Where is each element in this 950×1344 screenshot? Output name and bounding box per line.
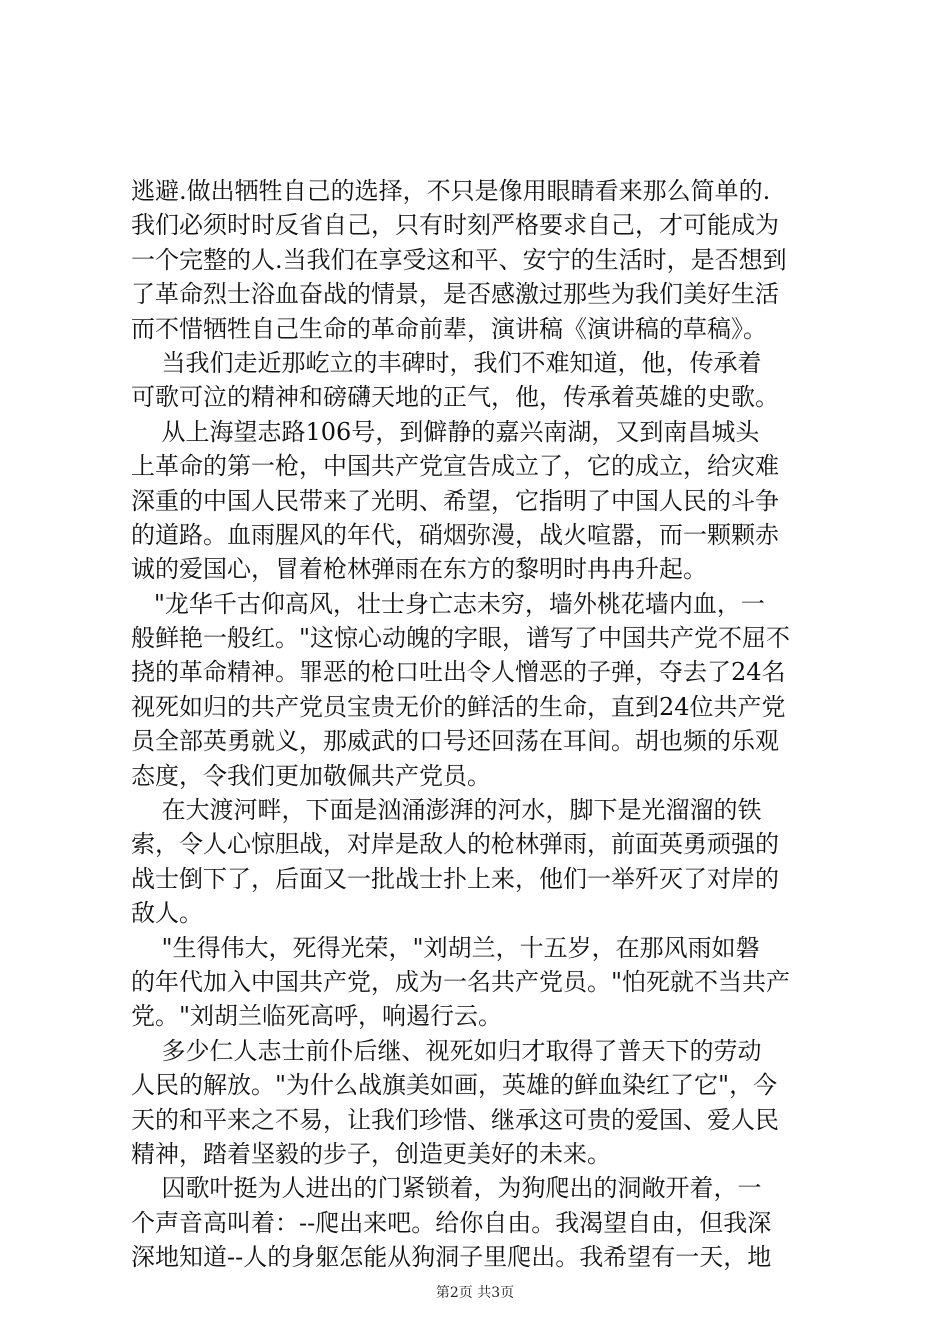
text-line: 上革命的第一枪，中国共产党宣告成立了，它的成立，给灾难 xyxy=(131,452,779,481)
text-line: 诚的爱国心，冒着枪林弹雨在东方的黎明时冉冉升起。 xyxy=(131,555,707,584)
text-line: 逃避.做出牺牲自己的选择，不只是像用眼睛看来那么简单的. xyxy=(131,177,771,205)
text-line: 战士倒下了，后面又一批战士扑上来，他们一举歼灭了对岸的 xyxy=(131,864,779,893)
text-line: 天的和平来之不易，让我们珍惜、继承这可贵的爱国、爱人民 xyxy=(131,1105,779,1134)
text-line: 索，令人心惊胆战，对岸是敌人的枪林弹雨，前面英勇顽强的 xyxy=(131,830,779,859)
text-line: 一个完整的人.当我们在享受这和平、安宁的生活时，是否想到 xyxy=(131,245,787,274)
text-line: 员全部英勇就义，那威武的口号还回荡在耳间。胡也频的乐观 xyxy=(131,727,779,756)
page-footer xyxy=(0,1283,950,1303)
body-text xyxy=(131,174,831,1275)
text-line: 态度，令我们更加敬佩共产党员。 xyxy=(131,761,491,790)
text-line: 深地知道--人的身躯怎能从狗洞子里爬出。我希望有一天，地 xyxy=(131,1243,772,1272)
text-line: 的年代加入中国共产党，成为一名共产党员。"怕死就不当共产 xyxy=(131,967,791,996)
text-line: 了革命烈士浴血奋战的情景，是否感激过那些为我们美好生活 xyxy=(131,280,779,309)
text-line: 从上海望志路106号，到僻静的嘉兴南湖，又到南昌城头 xyxy=(131,417,760,446)
text-line: "龙华千古仰高风，壮士身亡志未穷，墙外桃花墙内血，一 xyxy=(131,589,765,618)
text-line: 在大渡河畔，下面是汹涌澎湃的河水，脚下是光溜溜的铁 xyxy=(131,796,762,825)
text-line: 的道路。血雨腥风的年代，硝烟弥漫，战火喧嚣，而一颗颗赤 xyxy=(131,520,779,549)
page-number-label: 第2页 共3页 xyxy=(435,1285,515,1301)
text-line: 般鲜艳一般红。"这惊心动魄的字眼，谱写了中国共产党不屈不 xyxy=(131,624,791,653)
text-line: 挠的革命精神。罪恶的枪口吐出令人憎恶的子弹，夺去了24名 xyxy=(131,658,786,687)
text-line: 党。"刘胡兰临死高呼，响遏行云。 xyxy=(131,1002,503,1031)
text-line: 敌人。 xyxy=(131,899,203,928)
text-line: 当我们走近那屹立的丰碑时，我们不难知道，他，传承着 xyxy=(131,348,762,377)
text-line: 深重的中国人民带来了光明、希望，它指明了中国人民的斗争 xyxy=(131,486,779,515)
text-line: 精神，踏着坚毅的步子，创造更美好的未来。 xyxy=(131,1139,611,1168)
text-line: 囚歌叶挺为人进出的门紧锁着，为狗爬出的洞敞开着，一 xyxy=(131,1174,762,1203)
text-line: 个声音高叫着：--爬出来吧。给你自由。我渴望自由，但我深 xyxy=(131,1208,772,1237)
text-line: "生得伟大，死得光荣，"刘胡兰，十五岁，在那风雨如磐 xyxy=(131,933,760,962)
text-line: 可歌可泣的精神和磅礴天地的正气，他，传承着英雄的史歌。 xyxy=(131,383,779,412)
text-line: 人民的解放。"为什么战旗美如画，英雄的鲜血染红了它"，今 xyxy=(131,1071,778,1100)
text-line: 多少仁人志士前仆后继、视死如归才取得了普天下的劳动 xyxy=(131,1036,762,1065)
text-line: 而不惜牺牲自己生命的革命前辈，演讲稿《演讲稿的草稿》。 xyxy=(131,314,767,343)
text-line: 视死如归的共产党员宝贵无价的鲜活的生命，直到24位共产党 xyxy=(131,692,786,721)
text-line: 我们必须时时反省自己，只有时刻严格要求自己，才可能成为 xyxy=(131,211,779,240)
